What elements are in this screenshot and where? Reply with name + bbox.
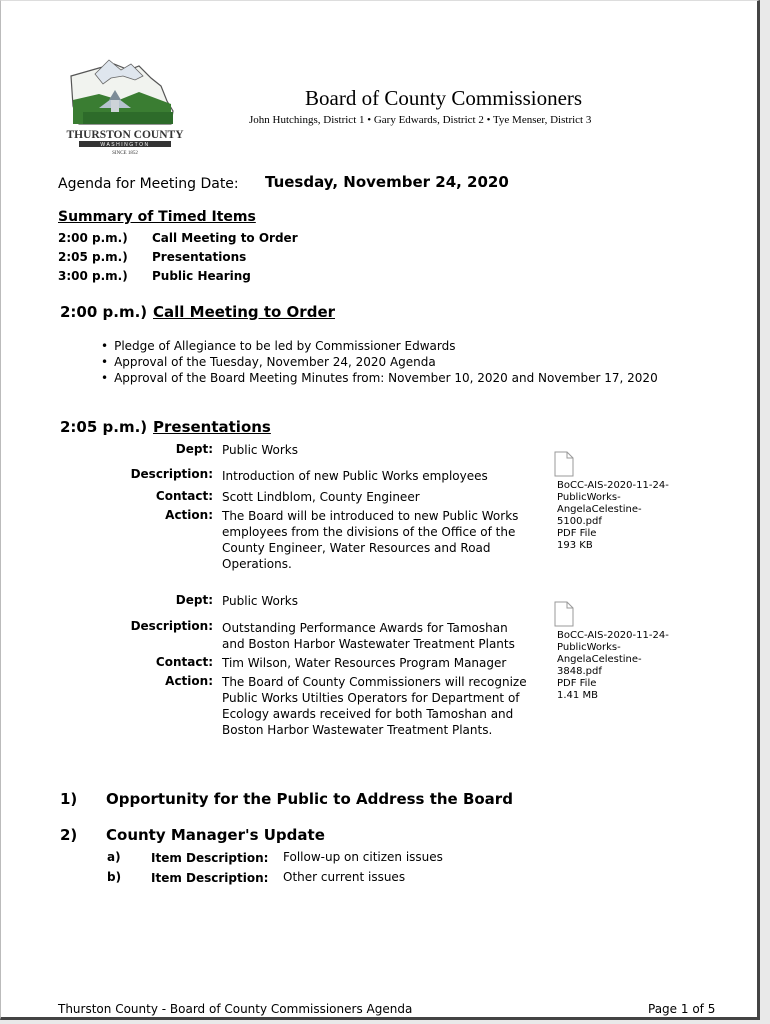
description-value: Introduction of new Public Works employees bbox=[222, 469, 488, 483]
list-item: • Approval of the Board Meeting Minutes from: November 10, 2020 and November 17, 2020 bbox=[101, 370, 658, 386]
section-time: 2:05 p.m.) bbox=[60, 418, 148, 436]
dept-label: Dept: bbox=[175, 593, 213, 607]
logo-since: SINCE 1852 bbox=[112, 151, 138, 156]
attachment-size: 193 KB bbox=[557, 540, 593, 551]
logo-state: WASHINGTON bbox=[100, 142, 150, 148]
contact-value: Tim Wilson, Water Resources Program Manager bbox=[222, 656, 507, 670]
item-description-label: Item Description: bbox=[151, 851, 269, 865]
action-value: The Board of County Commissioners will recognize Public Works Utilties Operators for Department of Ecology awards received for both Tamoshan and Boston Harbor Wastewater Treatment Plants. bbox=[222, 675, 527, 737]
section-time: 2:00 p.m.) bbox=[60, 303, 148, 321]
sub-item-letter: b) bbox=[107, 870, 122, 884]
meeting-date: Tuesday, November 24, 2020 bbox=[265, 173, 509, 191]
attachment-type: PDF File bbox=[557, 678, 597, 689]
attachment-name[interactable]: BoCC-AIS-2020-11-24-PublicWorks-AngelaCelestine-5100.pdf bbox=[557, 480, 669, 527]
attachment-info[interactable] bbox=[557, 480, 707, 552]
list-item: • Approval of the Tuesday, November 24, 2020 Agenda bbox=[101, 354, 658, 370]
section-title-call-to-order: Call Meeting to Order bbox=[153, 303, 336, 321]
attachment-size: 1.41 MB bbox=[557, 690, 598, 701]
contact-label: Contact: bbox=[155, 655, 213, 669]
attachment-info[interactable] bbox=[557, 630, 707, 702]
item-description-label: Item Description: bbox=[151, 871, 269, 885]
list-item: • Pledge of Allegiance to be led by Commissioner Edwards bbox=[101, 338, 658, 354]
item-number: 1) bbox=[60, 790, 78, 808]
action-value: The Board will be introduced to new Public Works employees from the divisions of the Office of the County Engineer, Water Resources and Road Operations. bbox=[222, 509, 519, 571]
summary-label: Call Meeting to Order bbox=[152, 231, 298, 245]
sub-item-letter: a) bbox=[107, 850, 121, 864]
county-logo bbox=[59, 56, 191, 158]
description-label: Description: bbox=[130, 467, 213, 481]
pdf-file-icon[interactable] bbox=[554, 451, 574, 477]
logo-county-name: THURSTON COUNTY bbox=[66, 129, 184, 141]
county-logo-image bbox=[59, 56, 191, 158]
summary-time: 3:00 p.m.) bbox=[58, 269, 128, 283]
page-number: Page 1 of 5 bbox=[648, 1002, 716, 1016]
item-title: County Manager's Update bbox=[106, 826, 325, 844]
description-value: Outstanding Performance Awards for Tamoshan and Boston Harbor Wastewater Treatment Plants bbox=[222, 621, 515, 651]
action-label: Action: bbox=[165, 508, 213, 522]
pdf-file-icon[interactable] bbox=[554, 601, 574, 627]
section-title-presentations: Presentations bbox=[153, 418, 271, 436]
contact-label: Contact: bbox=[155, 489, 213, 503]
summary-time: 2:00 p.m.) bbox=[58, 231, 128, 245]
item-title: Opportunity for the Public to Address the Board bbox=[106, 790, 513, 808]
attachment-type: PDF File bbox=[557, 528, 597, 539]
contact-value: Scott Lindblom, County Engineer bbox=[222, 490, 420, 504]
summary-label: Public Hearing bbox=[152, 269, 251, 283]
page-title: Board of County Commissioners bbox=[305, 86, 583, 110]
attachment-name[interactable]: BoCC-AIS-2020-11-24-PublicWorks-AngelaCelestine-3848.pdf bbox=[557, 630, 669, 677]
meeting-date-label: Agenda for Meeting Date: bbox=[58, 176, 239, 192]
call-to-order-list bbox=[101, 338, 658, 386]
summary-label: Presentations bbox=[152, 250, 247, 264]
dept-value: Public Works bbox=[222, 443, 298, 457]
action-label: Action: bbox=[165, 674, 213, 688]
summary-time: 2:05 p.m.) bbox=[58, 250, 128, 264]
item-description-value: Other current issues bbox=[283, 870, 406, 884]
dept-label: Dept: bbox=[175, 442, 213, 456]
dept-value: Public Works bbox=[222, 594, 298, 608]
item-description-value: Follow-up on citizen issues bbox=[283, 850, 443, 864]
summary-heading: Summary of Timed Items bbox=[58, 209, 256, 225]
commissioners-list: John Hutchings, District 1 • Gary Edwards, District 2 • Tye Menser, District 3 bbox=[249, 114, 592, 126]
description-label: Description: bbox=[130, 619, 213, 633]
item-number: 2) bbox=[60, 826, 78, 844]
footer-title: Thurston County - Board of County Commissioners Agenda bbox=[58, 1002, 413, 1016]
